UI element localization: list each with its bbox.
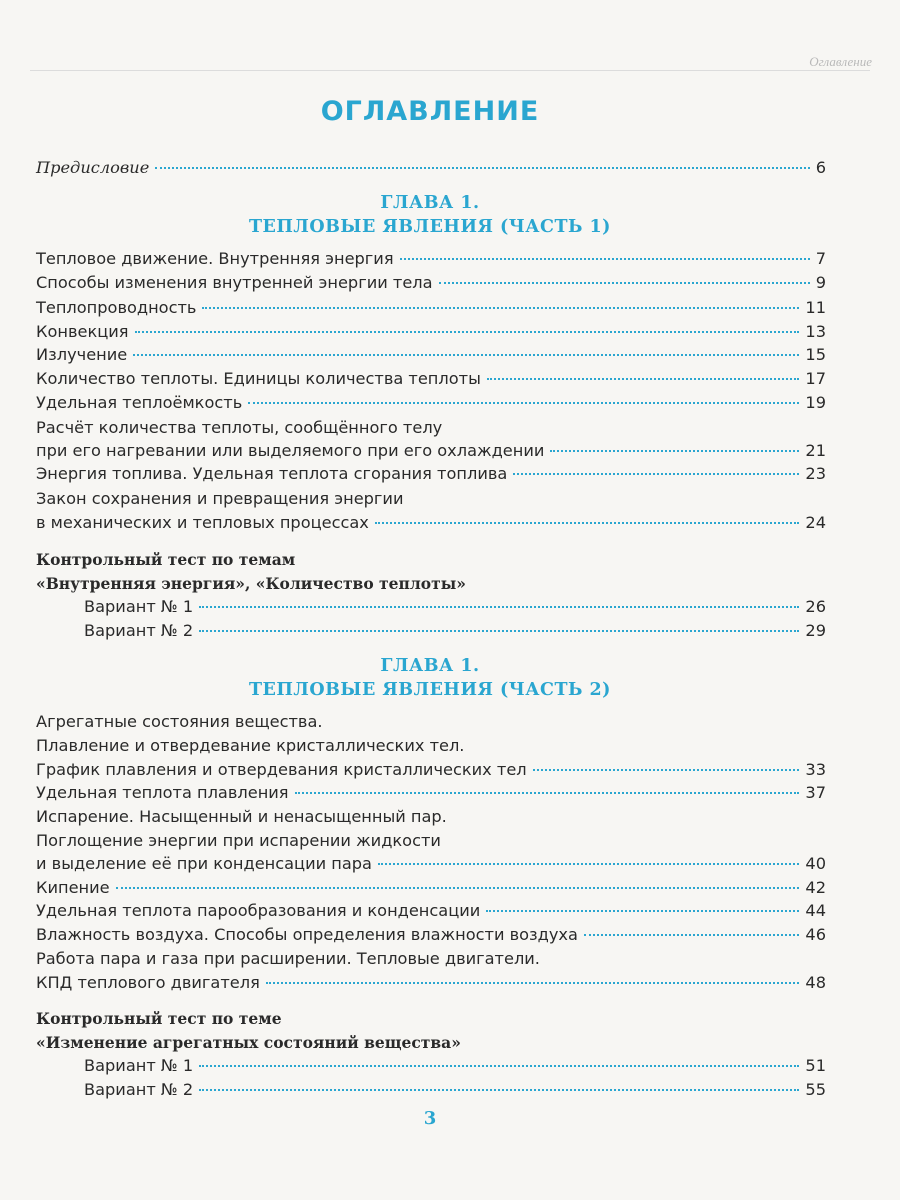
entry-page: 24 — [805, 513, 826, 532]
toc-entry-preface — [36, 157, 826, 179]
entry-label: Тепловое движение. Внутренняя энергия — [36, 249, 394, 268]
dot-leader — [135, 331, 800, 333]
entry-page: 44 — [805, 901, 826, 920]
page-title: ОГЛАВЛЕНИЕ — [320, 96, 540, 127]
entry-page: 55 — [805, 1080, 826, 1099]
toc-entry — [36, 463, 826, 485]
toc-entry — [36, 392, 826, 414]
test-heading: «Внутренняя энергия», «Количество теплоты» — [36, 574, 466, 593]
dot-leader — [133, 354, 799, 356]
entry-page: 51 — [805, 1056, 826, 1075]
toc-entry — [36, 877, 826, 899]
toc-entry-variant — [84, 1079, 826, 1101]
toc-entry — [36, 248, 826, 270]
dot-leader — [439, 282, 810, 284]
entry-label: КПД теплового двигателя — [36, 973, 260, 992]
entry-page: 33 — [805, 760, 826, 779]
entry-label: Удельная теплота парообразования и конденсации — [36, 901, 481, 920]
top-rule — [30, 70, 870, 71]
dot-leader — [486, 910, 799, 912]
entry-page: 19 — [805, 393, 826, 412]
dot-leader — [202, 307, 799, 309]
test-heading: «Изменение агрегатных состояний вещества» — [36, 1033, 461, 1052]
entry-page: 40 — [805, 854, 826, 873]
dot-leader — [155, 167, 809, 169]
entry-label: Излучение — [36, 345, 128, 364]
toc-entry — [36, 297, 826, 319]
entry-label: Кипение — [36, 878, 110, 897]
dot-leader — [378, 863, 799, 865]
dot-leader — [550, 450, 799, 452]
entry-label: Влажность воздуха. Способы определения влажности воздуха — [36, 925, 578, 944]
entry-page: 23 — [805, 464, 826, 483]
entry-page: 11 — [805, 298, 826, 317]
entry-page: 17 — [805, 369, 826, 388]
entry-page: 6 — [815, 158, 826, 177]
test-heading: Контрольный тест по темам — [36, 550, 296, 569]
toc-entry — [36, 972, 826, 994]
toc-entry — [36, 853, 826, 875]
entry-page: 15 — [805, 345, 826, 364]
toc-entry-line: Испарение. Насыщенный и ненасыщенный пар. — [36, 807, 447, 826]
entry-label: График плавления и отвердевания кристаллических тел — [36, 760, 527, 779]
toc-entry-line: Плавление и отвердевание кристаллических тел. — [36, 736, 465, 755]
entry-page: 21 — [805, 441, 826, 460]
dot-leader — [199, 1089, 799, 1091]
toc-entry — [36, 440, 826, 462]
toc-entry-line: Закон сохранения и превращения энергии — [36, 489, 404, 508]
dot-leader — [116, 887, 800, 889]
test-heading: Контрольный тест по теме — [36, 1009, 282, 1028]
entry-page: 13 — [805, 322, 826, 341]
entry-label: Удельная теплота плавления — [36, 783, 289, 802]
toc-entry — [36, 512, 826, 534]
entry-page: 46 — [805, 925, 826, 944]
dot-leader — [266, 982, 800, 984]
entry-label: Энергия топлива. Удельная теплота сгорания топлива — [36, 464, 508, 483]
toc-entry-variant — [84, 1055, 826, 1077]
entry-page: 9 — [815, 273, 826, 292]
toc-entry — [36, 924, 826, 946]
dot-leader — [513, 473, 799, 475]
toc-entry-line: Поглощение энергии при испарении жидкости — [36, 831, 441, 850]
toc-entry-variant — [84, 620, 826, 642]
chapter-number: ГЛАВА 1. — [380, 656, 480, 676]
toc-entry — [36, 782, 826, 804]
dot-leader — [400, 258, 810, 260]
entry-label: Конвекция — [36, 322, 129, 341]
toc-entry — [36, 344, 826, 366]
entry-label: Вариант № 1 — [84, 597, 194, 616]
dot-leader — [375, 522, 800, 524]
entry-label: Удельная теплоёмкость — [36, 393, 243, 412]
chapter-title: ТЕПЛОВЫЕ ЯВЛЕНИЯ (ЧАСТЬ 2) — [249, 680, 611, 700]
dot-leader — [248, 402, 799, 404]
entry-label: Вариант № 1 — [84, 1056, 194, 1075]
chapter-title: ТЕПЛОВЫЕ ЯВЛЕНИЯ (ЧАСТЬ 1) — [249, 217, 611, 237]
entry-page: 26 — [805, 597, 826, 616]
page-number: 3 — [423, 1108, 437, 1129]
dot-leader — [295, 792, 800, 794]
toc-entry-line: Расчёт количества теплоты, сообщённого телу — [36, 418, 443, 437]
entry-page: 29 — [805, 621, 826, 640]
toc-entry — [36, 272, 826, 294]
entry-label: Способы изменения внутренней энергии тела — [36, 273, 433, 292]
entry-page: 37 — [805, 783, 826, 802]
toc-entry — [36, 321, 826, 343]
entry-label: Вариант № 2 — [84, 621, 194, 640]
toc-entry-line: Работа пара и газа при расширении. Тепловые двигатели. — [36, 949, 540, 968]
entry-page: 42 — [805, 878, 826, 897]
toc-entry-line: Агрегатные состояния вещества. — [36, 712, 323, 731]
toc-entry — [36, 900, 826, 922]
dot-leader — [584, 934, 799, 936]
dot-leader — [199, 606, 799, 608]
entry-label: Предисловие — [36, 158, 150, 177]
entry-label: при его нагревании или выделяемого при его охлаждении — [36, 441, 545, 460]
entry-label: Вариант № 2 — [84, 1080, 194, 1099]
toc-entry-variant — [84, 596, 826, 618]
dot-leader — [533, 769, 800, 771]
dot-leader — [487, 378, 800, 380]
chapter-number: ГЛАВА 1. — [380, 193, 480, 213]
entry-page: 48 — [805, 973, 826, 992]
running-head: Оглавление — [809, 54, 872, 69]
entry-label: и выделение её при конденсации пара — [36, 854, 372, 873]
entry-label: в механических и тепловых процессах — [36, 513, 369, 532]
dot-leader — [199, 1065, 799, 1067]
entry-label: Теплопроводность — [36, 298, 197, 317]
entry-label: Количество теплоты. Единицы количества теплоты — [36, 369, 481, 388]
dot-leader — [199, 630, 799, 632]
entry-page: 7 — [815, 249, 826, 268]
toc-entry — [36, 759, 826, 781]
toc-entry — [36, 368, 826, 390]
